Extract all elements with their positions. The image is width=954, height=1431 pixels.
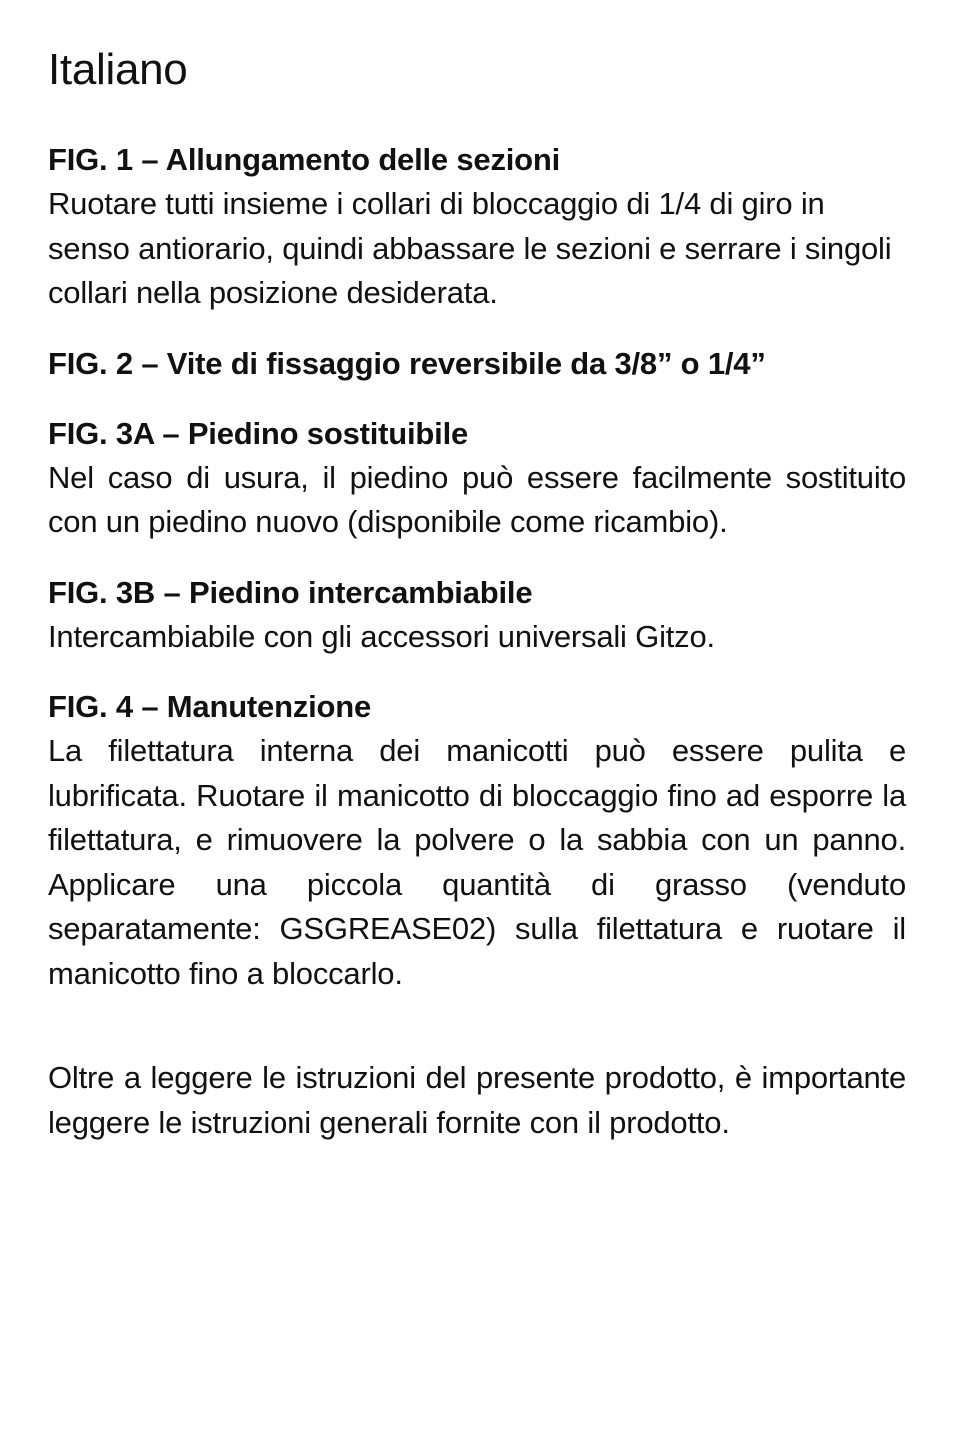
section-heading: FIG. 4 – Manutenzione <box>48 689 372 724</box>
section-heading: FIG. 1 – Allungamento delle sezioni <box>48 142 561 177</box>
section-heading: FIG. 2 – Vite di fissaggio reversibile da 3/8” o 1/4” <box>48 345 766 381</box>
document-page <box>48 40 906 1145</box>
section-heading: FIG. 3B – Piedino intercambiabile <box>48 574 533 610</box>
section-body: Ruotare tutti insieme i collari di bloccaggio di 1/4 di giro in senso antiorario, quindi abbassare le sezioni e serrare i singoli collari nella posizione desiderata. <box>48 186 892 310</box>
page-title: Italiano <box>48 45 188 94</box>
section-body: Intercambiabile con gli accessori universali Gitzo. <box>48 618 715 654</box>
section-fig-4 <box>48 685 906 996</box>
section-fig-2 <box>48 342 906 386</box>
section-heading: FIG. 3A – Piedino sostituibile <box>48 415 469 451</box>
section-fig-3a <box>48 412 906 545</box>
closing-note: Oltre a leggere le istruzioni del presente prodotto, è importante leggere le istruzioni generali fornite con il prodotto. <box>48 1060 906 1140</box>
section-body: La filettatura interna dei manicotti può essere pulita e lubrificata. Ruotare il manicotto di bloccaggio fino ad esporre la filettatura, e rimuovere la polvere o la sabbia con un panno. Applicare una piccola quantità di grasso (venduto separatamente: GSGREASE02) sulla filettatura e ruotare il manicotto fino a bloccarlo. <box>48 733 906 991</box>
section-body: Nel caso di usura, il piedino può essere facilmente sostituito con un piedino nuovo (disponibile come ricambio). <box>48 459 906 539</box>
section-fig-1 <box>48 138 906 316</box>
section-fig-3b <box>48 571 906 660</box>
